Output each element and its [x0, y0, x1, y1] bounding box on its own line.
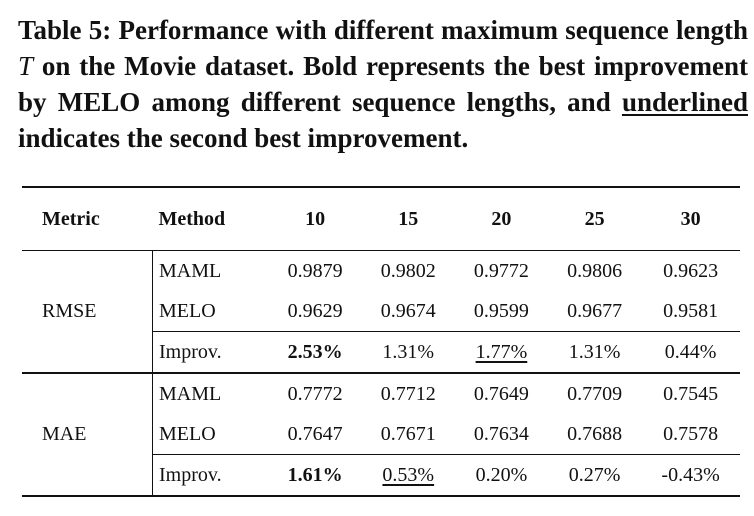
caption-text-end: indicates the second best improvement.: [18, 123, 469, 153]
value-cell: 0.9772: [473, 259, 529, 282]
table-row: [22, 373, 740, 414]
value-cell: -0.43%: [641, 455, 740, 497]
value-cell: [269, 455, 362, 497]
value-cell: 1.31%: [362, 332, 455, 374]
value-cell: [362, 455, 455, 497]
metric-cell-mae: MAE: [22, 373, 153, 496]
header-len-30: 30: [680, 207, 701, 230]
results-table-container: [22, 186, 740, 497]
header-len-15: 15: [398, 207, 419, 230]
second-best-value: 1.77%: [475, 340, 528, 363]
method-cell: Improv.: [153, 455, 269, 497]
value-cell: 0.27%: [548, 455, 641, 497]
header-metric: Metric: [42, 207, 100, 230]
value-cell: 0.9677: [567, 299, 623, 322]
value-cell: 0.9581: [663, 299, 719, 322]
value-cell: 1.31%: [548, 332, 641, 374]
value-cell: 0.7649: [473, 382, 529, 405]
value-cell: 0.7709: [567, 382, 623, 405]
method-cell: MELO: [159, 422, 216, 445]
method-cell: MAML: [159, 259, 222, 282]
method-cell: MAML: [159, 382, 222, 405]
value-cell: 0.9599: [473, 299, 529, 322]
header-method: Method: [158, 207, 226, 230]
value-cell: 0.20%: [455, 455, 548, 497]
value-cell: 0.9802: [380, 259, 436, 282]
best-value: 1.61%: [287, 463, 343, 486]
value-cell: 0.7647: [287, 422, 343, 445]
table-caption: [18, 12, 748, 156]
header-len-20: 20: [491, 207, 512, 230]
results-table: [22, 186, 740, 497]
metric-cell-rmse: RMSE: [22, 251, 153, 374]
value-cell: 0.9879: [287, 259, 343, 282]
table-row: [22, 251, 740, 292]
value-cell: 0.44%: [641, 332, 740, 374]
caption-text-middle: on the Movie dataset. Bold represents the best improvement by MELO among different sequence lengths, and: [18, 51, 748, 117]
caption-text-start: Table 5: Performance with different maximum sequence length: [18, 15, 748, 45]
header-len-10: 10: [305, 207, 326, 230]
value-cell: [269, 332, 362, 374]
caption-underlined-word: underlined: [621, 87, 748, 117]
method-cell: MELO: [159, 299, 216, 322]
method-cell: Improv.: [153, 332, 269, 374]
header-len-25: 25: [584, 207, 605, 230]
value-cell: 0.9806: [567, 259, 623, 282]
best-value: 2.53%: [287, 340, 343, 363]
caption-variable: T: [18, 51, 34, 81]
second-best-value: 0.53%: [382, 463, 435, 486]
value-cell: 0.7545: [663, 382, 719, 405]
value-cell: 0.7688: [567, 422, 623, 445]
value-cell: 0.7712: [380, 382, 436, 405]
value-cell: 0.9674: [380, 299, 436, 322]
value-cell: 0.9629: [287, 299, 343, 322]
value-cell: 0.7671: [380, 422, 436, 445]
value-cell: 0.7634: [473, 422, 529, 445]
value-cell: 0.7772: [287, 382, 343, 405]
value-cell: [455, 332, 548, 374]
value-cell: 0.7578: [663, 422, 719, 445]
value-cell: 0.9623: [663, 259, 719, 282]
header-row: [22, 187, 740, 251]
